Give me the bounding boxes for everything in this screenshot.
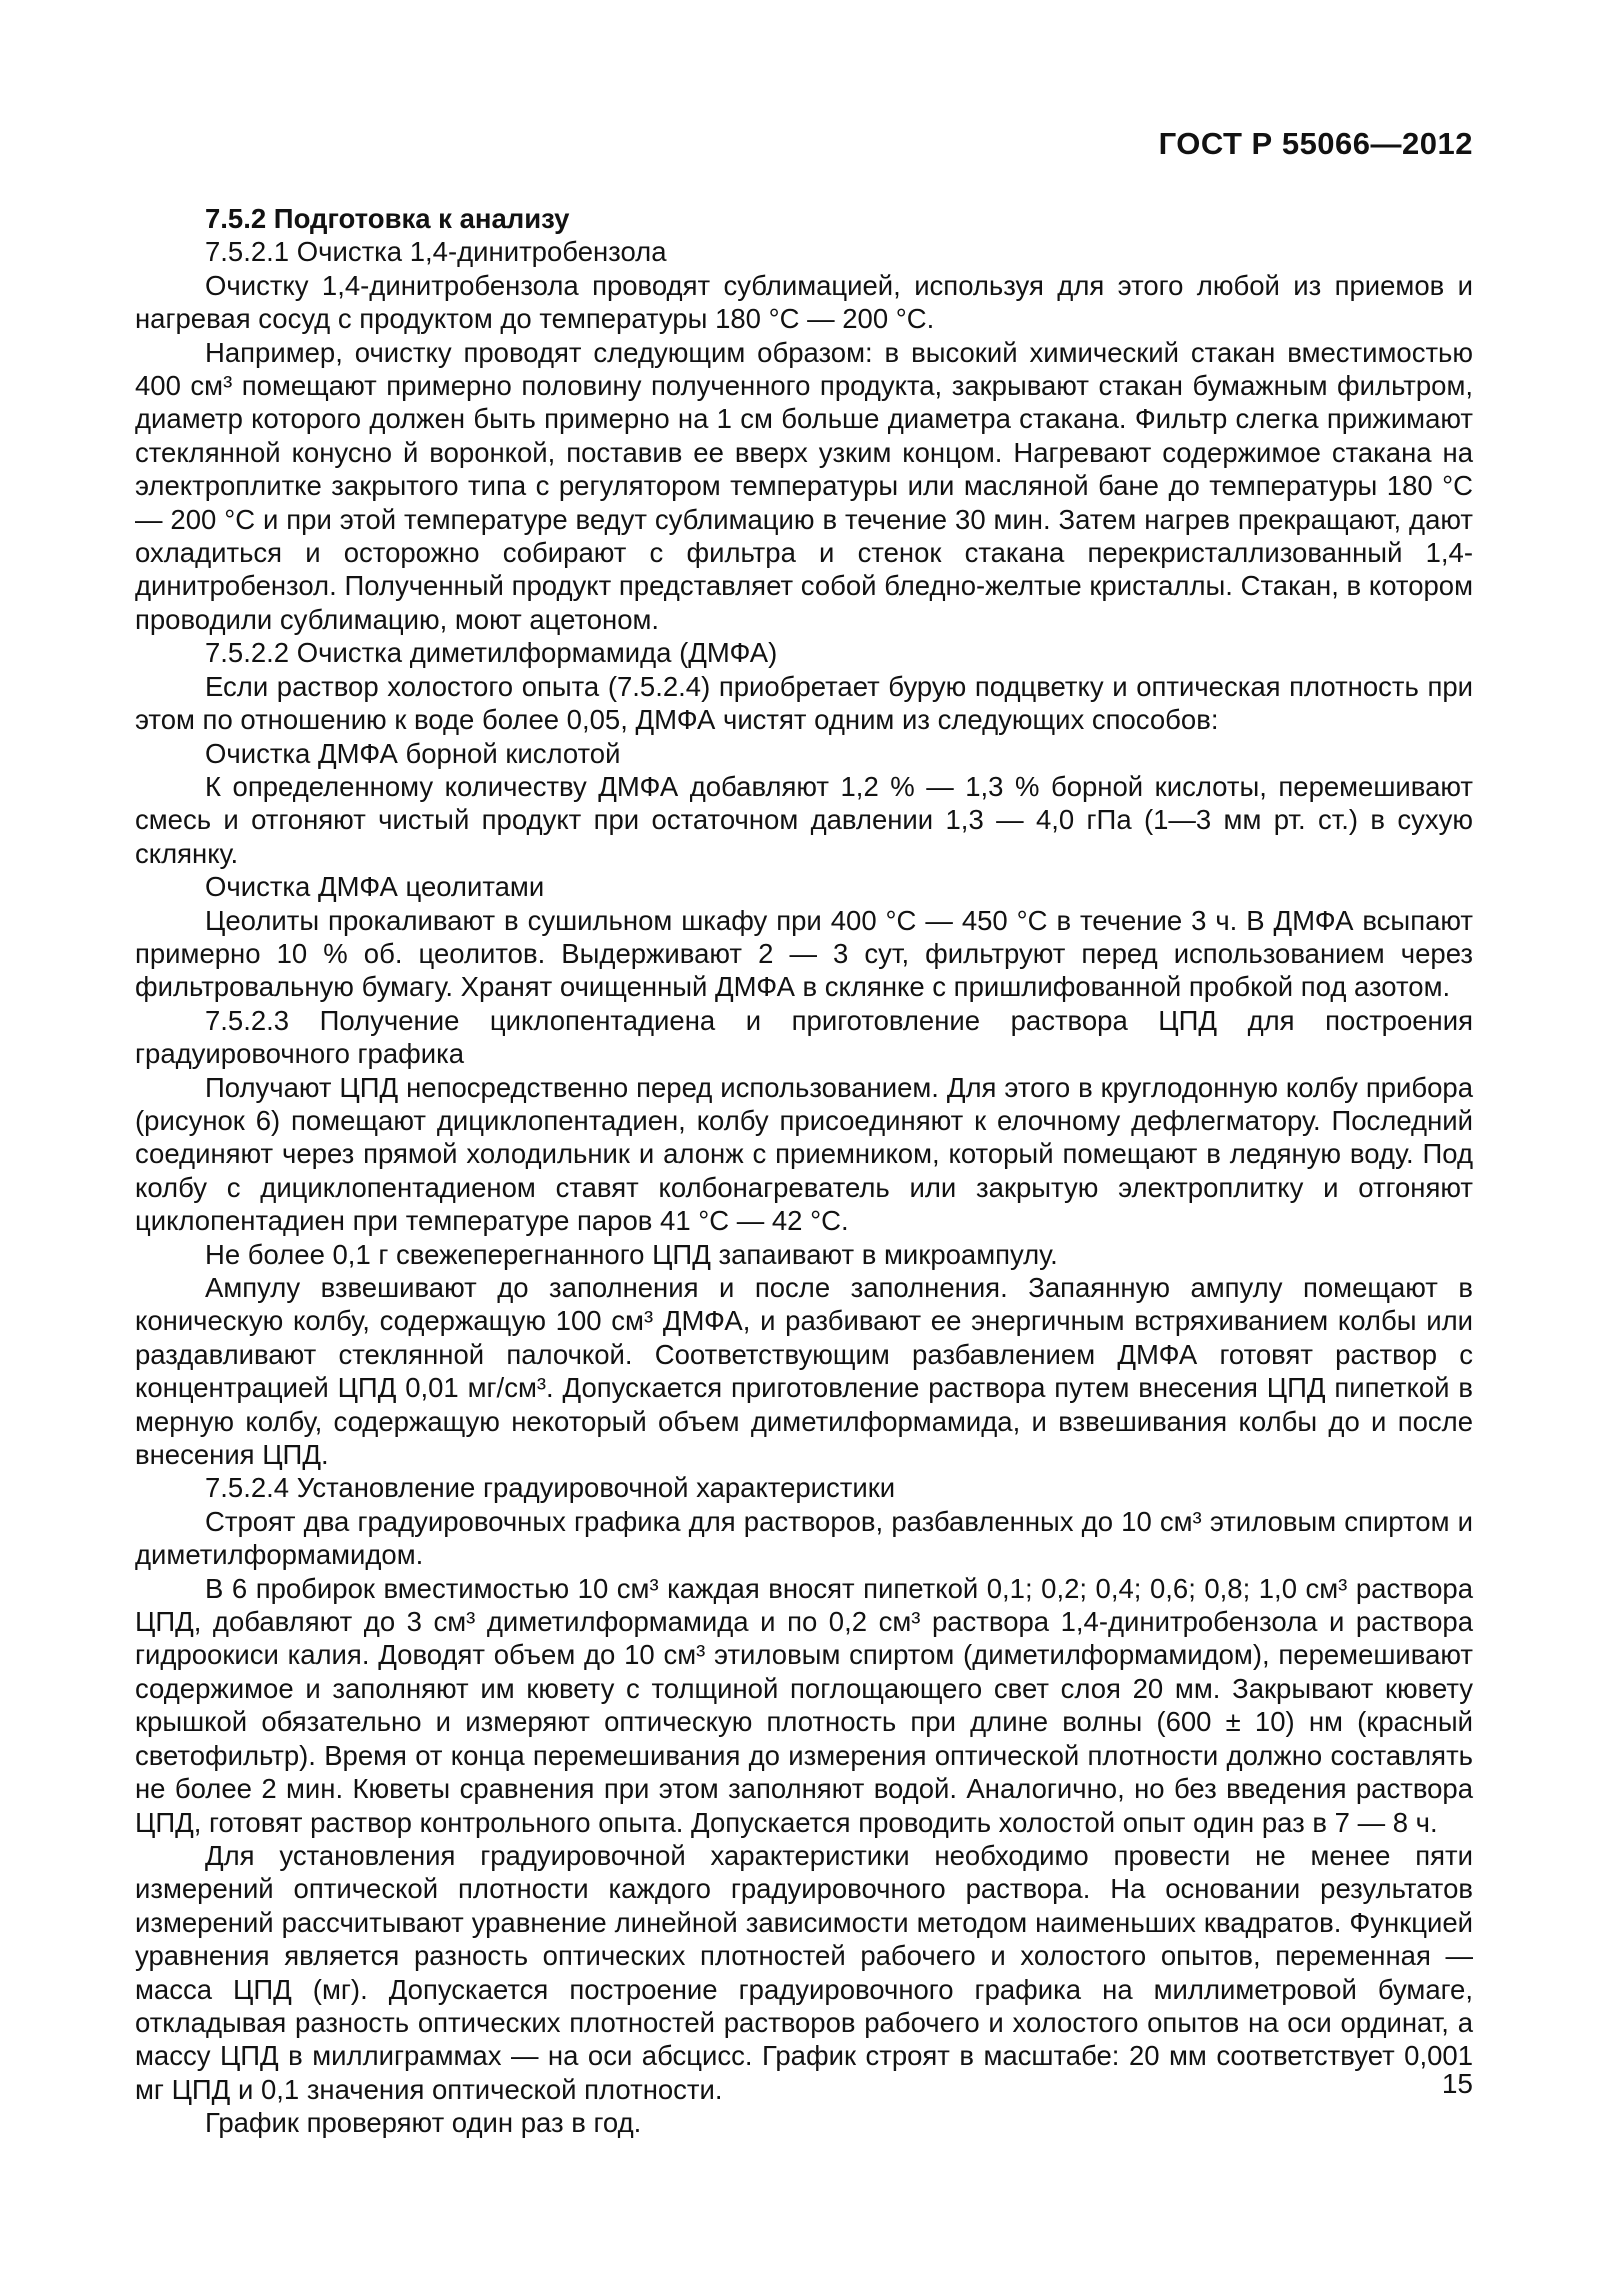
paragraph-boric-acid-title: Очистка ДМФА борной кислотой bbox=[205, 737, 621, 769]
paragraph-calibration-characteristic: Для установления градуировочной характеристики необходимо провести не менее пяти измерений оптической плотности каждого градуировочного раствора. На основании результатов измерений рассчитывают уравнение линейной зависимости методом наименьших квадратов. Функцией уравнения является разность оптических плотностей рабочего и холостого опытов, переменная — масса ЦПД (мг). Допускается построение градуировочного графика на миллиметровой бумаге, откладывая разность оптических плотностей растворов рабочего и холостого опытов на оси ординат, а массу ЦПД в миллиграммах — на оси абсцисс. График строят в масштабе: 20 мм соответствует 0,001 мг ЦПД и 0,1 значения оптической плотности. bbox=[135, 1839, 1473, 2105]
paragraph-zeolite-title: Очистка ДМФА цеолитами bbox=[205, 871, 545, 903]
paragraph-boric-acid-method: К определенному количеству ДМФА добавляют 1,2 % — 1,3 % борной кислоты, перемешивают смесь и отгоняют чистый продукт при остаточном давлении 1,3 — 4,0 гПа (1—3 мм рт. ст.) в сухую склянку. bbox=[135, 770, 1473, 869]
paragraph-ampoule-weighing: Ампулу взвешивают до заполнения и после заполнения. Запаянную ампулу помещают в коническую колбу, содержащую 100 см³ ДМФА, и разбивают ее энергичным встряхиванием колбы или раздавливают стеклянной палочкой. Соответствующим разбавлением ДМФА готовят раствор с концентрацией ЦПД 0,01 мг/см³. Допускается приготовление раствора путем внесения ЦПД пипеткой в мерную колбу, содержащую некоторый объем диметилформамида, и взвешивания колбы до и после внесения ЦПД. bbox=[135, 1272, 1473, 1471]
subsection-heading-7-5-2-2: 7.5.2.2 Очистка диметилформамида (ДМФА) bbox=[205, 637, 778, 669]
paragraph-two-graphs: Строят два градуировочных графика для растворов, разбавленных до 10 см³ этиловым спиртом и диметилформамидом. bbox=[135, 1505, 1473, 1571]
document-body bbox=[135, 202, 1473, 2140]
paragraph-sublimation-procedure: Например, очистку проводят следующим образом: в высокий химический стакан вместимостью 400 см³ помещают примерно половину полученного продукта, закрывают стакан бумажным фильтром, диаметр которого должен быть примерно на 1 см больше диаметра стакана. Фильтр слегка прижимают стеклянной конусно й воронкой, поставив ее вверх узким концом. Нагревают содержимое стакана на электроплитке закрытого типа с регулятором температуры или масляной бане до температуры 180 °С — 200 °С и при этой температуре ведут сублимацию в течение 30 мин. Затем нагрев прекращают, дают охладиться и осторожно собирают с фильтра и стенок стакана перекристаллизованный 1,4-динитробензол. Полученный продукт представляет собой бледно-желтые кристаллы. Стакан, в котором проводили сублимацию, моют ацетоном. bbox=[135, 336, 1473, 635]
standard-designation: ГОСТ Р 55066—2012 bbox=[1158, 126, 1473, 161]
paragraph-graph-check: График проверяют один раз в год. bbox=[205, 2107, 642, 2139]
section-heading-7-5-2: 7.5.2 Подготовка к анализу bbox=[205, 203, 570, 234]
paragraph-cpd-preparation: Получают ЦПД непосредственно перед использованием. Для этого в круглодонную колбу прибора (рисунок 6) помещают дициклопентадиен, колбу присоединяют к елочному дефлегматору. Последний соединяют через прямой холодильник и алонж с приемником, который помещают в ледяную воду. Под колбу с дициклопентадиеном ставят колбонагреватель или закрытую электроплитку и отгоняют циклопентадиен при температуре паров 41 °С — 42 °С. bbox=[135, 1071, 1473, 1237]
subsection-heading-7-5-2-1: 7.5.2.1 Очистка 1,4-динитробензола bbox=[205, 236, 667, 268]
subsection-heading-7-5-2-4: 7.5.2.4 Установление градуировочной характеристики bbox=[205, 1472, 896, 1504]
paragraph-zeolite-method: Цеолиты прокаливают в сушильном шкафу при 400 °С — 450 °С в течение 3 ч. В ДМФА всыпают примерно 10 % об. цеолитов. Выдерживают 2 — 3 сут, фильтруют перед использованием через фильтровальную бумагу. Хранят очищенный ДМФА в склянке с пришлифованной пробкой под азотом. bbox=[135, 904, 1473, 1003]
paragraph-test-tubes-procedure: В 6 пробирок вместимостью 10 см³ каждая вносят пипеткой 0,1; 0,2; 0,4; 0,6; 0,8; 1,0 см³ раствора ЦПД, добавляют до 3 см³ диметилформамида и по 0,2 см³ раствора 1,4-динитробензола и раствора гидроокиси калия. Доводят объем до 10 см³ этиловым спиртом (диметилформамидом), перемешивают содержимое и заполняют им кювету с толщиной поглощающего свет слоя 20 мм. Закрывают кювету крышкой обязательно и измеряют оптическую плотность при длине волны (600 ± 10) нм (красный светофильтр). Время от конца перемешивания до измерения оптической плотности должно составлять не более 2 мин. Кюветы сравнения при этом заполняют водой. Аналогично, но без введения раствора ЦПД, готовят раствор контрольного опыта. Допускается проводить холостой опыт один раз в 7 — 8 ч. bbox=[135, 1572, 1473, 1838]
paragraph-purification-intro: Очистку 1,4-динитробензола проводят сублимацией, используя для этого любой из приемов и нагревая сосуд с продуктом до температуры 180 °С — 200 °С. bbox=[135, 269, 1473, 335]
paragraph-dmfa-condition: Если раствор холостого опыта (7.5.2.4) приобретает бурую подцветку и оптическая плотность при этом по отношению к воде более 0,05, ДМФА чистят одним из следующих способов: bbox=[135, 670, 1473, 736]
paragraph-microampoule: Не более 0,1 г свежеперегнанного ЦПД запаивают в микроампулу. bbox=[205, 1238, 1058, 1270]
page-number: 15 bbox=[1441, 2068, 1473, 2099]
subsection-heading-7-5-2-3: 7.5.2.3 Получение циклопентадиена и приготовление раствора ЦПД для построения градуировочного графика bbox=[135, 1004, 1473, 1070]
